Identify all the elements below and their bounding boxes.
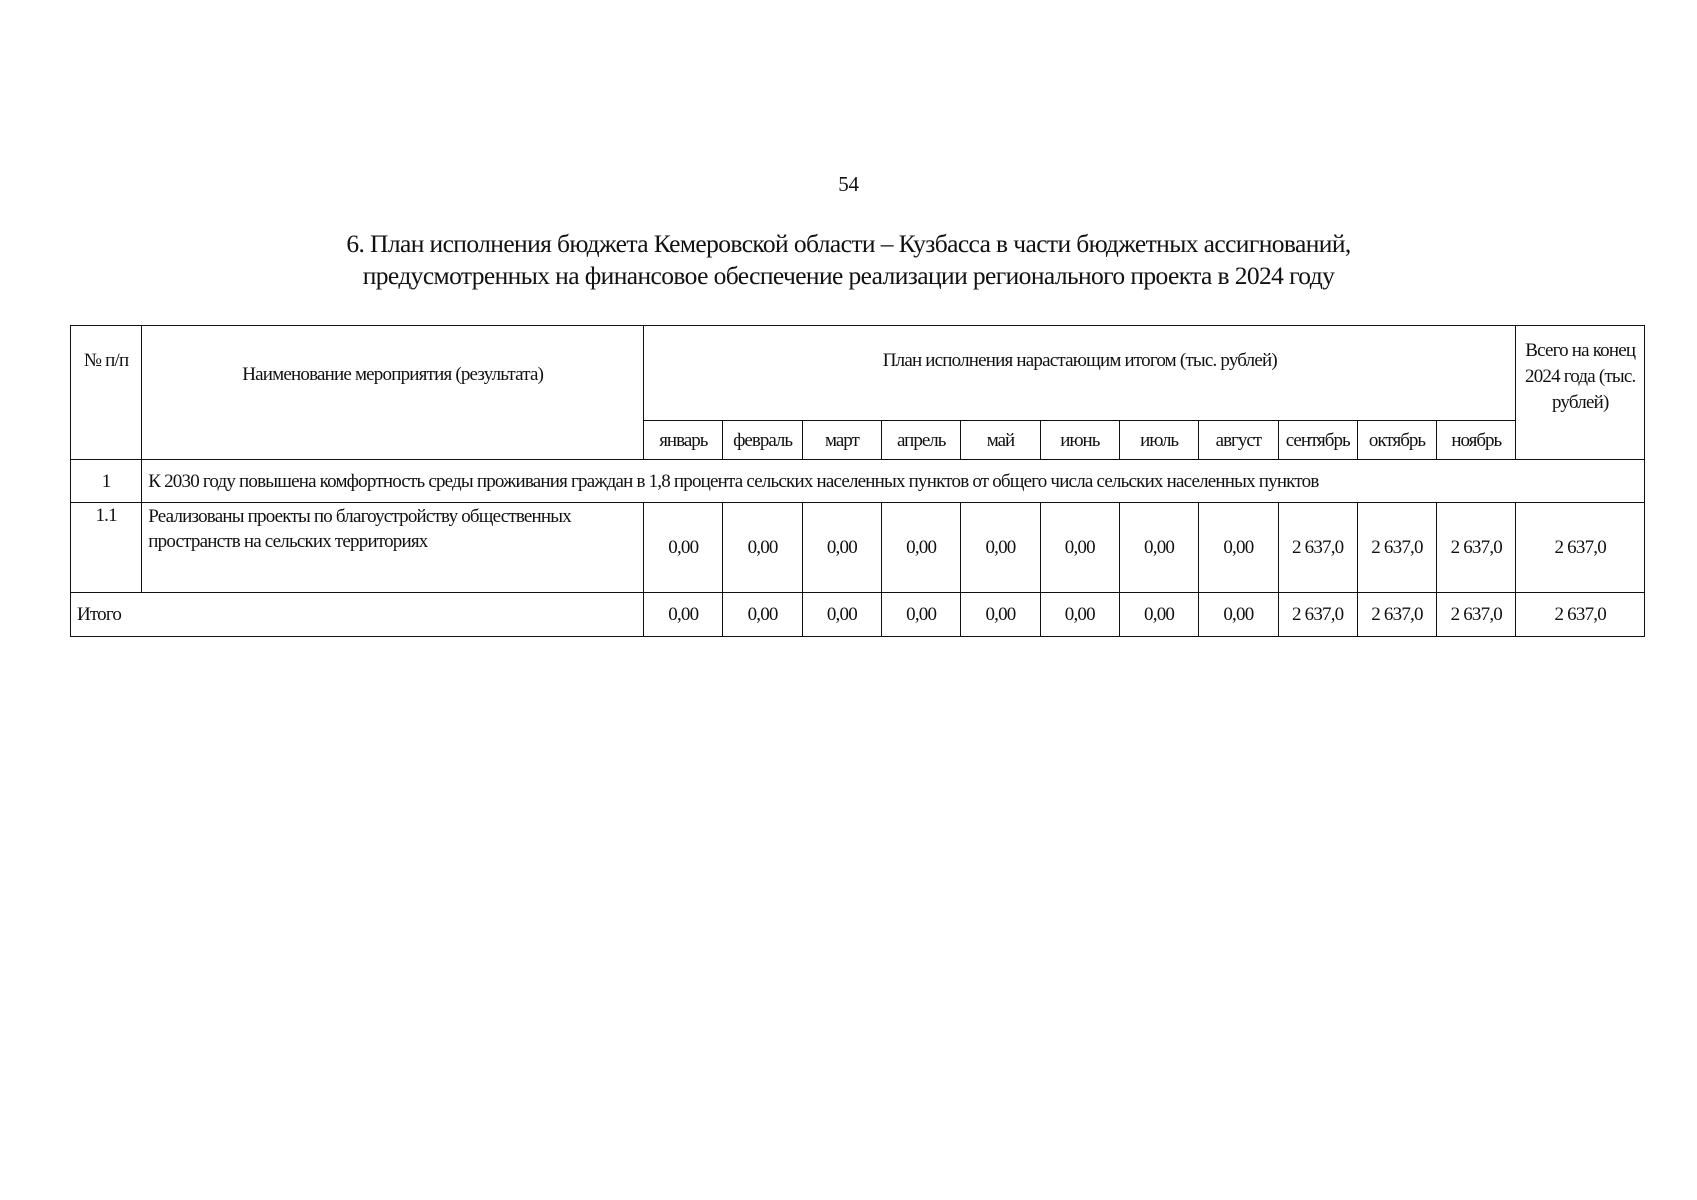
item-value: 2 637,0: [1357, 503, 1436, 593]
goal-num: 1: [71, 460, 142, 503]
month-header: апрель: [882, 421, 961, 460]
month-header: ноябрь: [1437, 421, 1516, 460]
page-number: 54: [838, 172, 859, 196]
header-num: № п/п: [71, 326, 142, 460]
document-title: [0, 228, 1697, 292]
summary-value: 0,00: [1040, 593, 1119, 637]
header-row: [71, 326, 1645, 421]
summary-value: 2 637,0: [1357, 593, 1436, 637]
summary-value: 0,00: [882, 593, 961, 637]
summary-value: 0,00: [1119, 593, 1198, 637]
title-line-1: 6. План исполнения бюджета Кемеровской области – Кузбасса в части бюджетных ассигнований,: [346, 229, 1351, 258]
summary-value: 0,00: [723, 593, 802, 637]
summary-value: 0,00: [961, 593, 1040, 637]
month-header: октябрь: [1357, 421, 1436, 460]
header-name: Наименование мероприятия (результата): [142, 326, 644, 460]
item-value: 2 637,0: [1437, 503, 1516, 593]
summary-label: Итого: [71, 593, 644, 637]
summary-total: 2 637,0: [1516, 593, 1645, 637]
header-plan: План исполнения нарастающим итогом (тыс. рублей): [644, 326, 1516, 421]
month-header: июль: [1119, 421, 1198, 460]
month-header: июнь: [1040, 421, 1119, 460]
item-value: 0,00: [1199, 503, 1278, 593]
summary-value: 0,00: [802, 593, 881, 637]
month-header: январь: [644, 421, 723, 460]
item-value: 0,00: [644, 503, 723, 593]
month-header: март: [802, 421, 881, 460]
budget-plan-table: [70, 325, 1645, 637]
item-value: 2 637,0: [1278, 503, 1357, 593]
goal-row: [71, 460, 1645, 503]
item-value: 0,00: [802, 503, 881, 593]
item-value: 0,00: [1040, 503, 1119, 593]
title-line-2: предусмотренных на финансовое обеспечение реализации регионального проекта в 2024 году: [362, 261, 1335, 290]
item-num: 1.1: [71, 503, 142, 593]
month-header: август: [1199, 421, 1278, 460]
item-name: Реализованы проекты по благоустройству общественных пространств на сельских территориях: [142, 503, 644, 593]
item-value: 0,00: [961, 503, 1040, 593]
summary-value: 2 637,0: [1437, 593, 1516, 637]
item-total: 2 637,0: [1516, 503, 1645, 593]
item-value: 0,00: [1119, 503, 1198, 593]
goal-text: К 2030 году повышена комфортность среды проживания граждан в 1,8 процента сельских населенных пунктов от общего числа сельских населенных пунктов: [142, 460, 1645, 503]
summary-value: 0,00: [644, 593, 723, 637]
month-header: февраль: [723, 421, 802, 460]
table-row: [71, 503, 1645, 593]
month-header: май: [961, 421, 1040, 460]
header-total: Всего на конец 2024 года (тыс. рублей): [1516, 326, 1645, 460]
summary-row: [71, 593, 1645, 637]
summary-value: 0,00: [1199, 593, 1278, 637]
item-value: 0,00: [723, 503, 802, 593]
item-value: 0,00: [882, 503, 961, 593]
summary-value: 2 637,0: [1278, 593, 1357, 637]
month-header: сентябрь: [1278, 421, 1357, 460]
